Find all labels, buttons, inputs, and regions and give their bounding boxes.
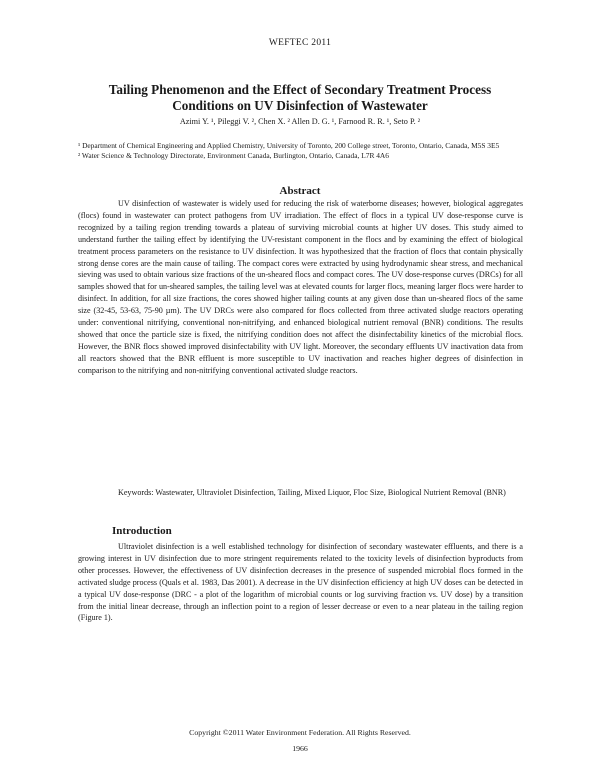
author-list: Azimi Y. ¹, Pileggi V. ², Chen X. ² Allen D. G. ¹, Farnood R. R. ¹, Seto P. ²: [179, 117, 421, 126]
paper-title-line-1: Tailing Phenomenon and the Effect of Secondary Treatment Process: [108, 82, 492, 97]
page-number: 1966: [292, 744, 308, 753]
conference-header: WEFTEC 2011: [268, 38, 332, 48]
keywords: Keywords: Wastewater, Ultraviolet Disinfection, Tailing, Mixed Liquor, Floc Size, Biological Nutrient Removal (BNR): [118, 488, 506, 497]
paper-title-line-2: Conditions on UV Disinfection of Wastewater: [172, 98, 428, 113]
affiliation-1: ¹ Department of Chemical Engineering and Applied Chemistry, University of Toronto, 200 College street, Toronto, Ontario, Canada, M5S 3E5: [78, 141, 500, 150]
affiliations: [78, 141, 523, 161]
abstract-text: UV disinfection of wastewater is widely used for reducing the risk of waterborne diseases; however, biological aggregates (flocs) found in wastewater can protect pathogens from UV irradiation. The effect of flocs in a typical UV dose-response curve is recognized by a tailing region trending towards a plateau of surviving microbial counts at higher UV doses. This study aimed to understand further the tailing effect by identifying the UV-resistant component in the flocs and by examining the effect of biological treatment process parameters on the resistance to UV disinfection. It was hypothesized that the fraction of flocs that contain physically strong dense cores are the main cause of tailing. The compact cores were extracted by using hydrodynamic shear stress, and mechanical sieving was used to obtain various size fractions of the un-sheared flocs and compact cores. The UV dose-response curves (DRCs) for all samples showed that for un-sheared samples, the tailing level was at elevated counts for larger flocs, meaning larger flocs were harder to disinfect. In addition, for all size fractions, the cores showed higher tailing counts at any given dose than un-sheared flocs of the same size (32-45, 53-63, 75-90 µm). The UV DRCs were also compared for flocs collected from three activated sludge reactors operating under: conventional nitrifying, conventional non-nitrifying, and enhanced biological nutrient removal (BNR) conditions. The results showed that once the particle size is fixed, the nitrifying condition does not affect the disinfectability kinetics of the microbial flocs. However, the BNR flocs showed improved disinfectability with UV light. Moreover, the secondary effluents UV inactivation data from all reactors showed that the BNR effluent is more susceptible to UV inactivation and reaches higher degrees of disinfection in comparison to the nitrifying and non-nitrifying conventional activated sludge reactors.: [78, 199, 523, 375]
copyright-footer: Copyright ©2011 Water Environment Federation. All Rights Reserved.: [189, 728, 411, 737]
introduction-heading: Introduction: [112, 525, 172, 537]
introduction-text: Ultraviolet disinfection is a well established technology for disinfection of secondary wastewater effluents, and there is a growing interest in UV disinfection due to more stringent requirements related to the toxicity levels of disinfection byproducts from other processes. However, the effectiveness of UV disinfection decreases in the presence of suspended microbial flocs formed in the activated sludge process (Quals et al. 1983, Das 2001). A decrease in the UV disinfection efficiency at high UV doses can be detected in a typical UV dose-response (DRC - a plot of the logarithm of microbial counts or log surviving fraction vs. UV dose) by a transition from the initial linear decrease, through an inflection point to a region of lesser decrease or even to a near plateau in the tailing region (Figure 1).: [78, 542, 523, 623]
affiliation-2: ² Water Science & Technology Directorate, Environment Canada, Burlington, Ontario, Canada, L7R 4A6: [78, 151, 389, 161]
paper-title: [70, 82, 530, 114]
abstract-heading: Abstract: [279, 185, 321, 197]
